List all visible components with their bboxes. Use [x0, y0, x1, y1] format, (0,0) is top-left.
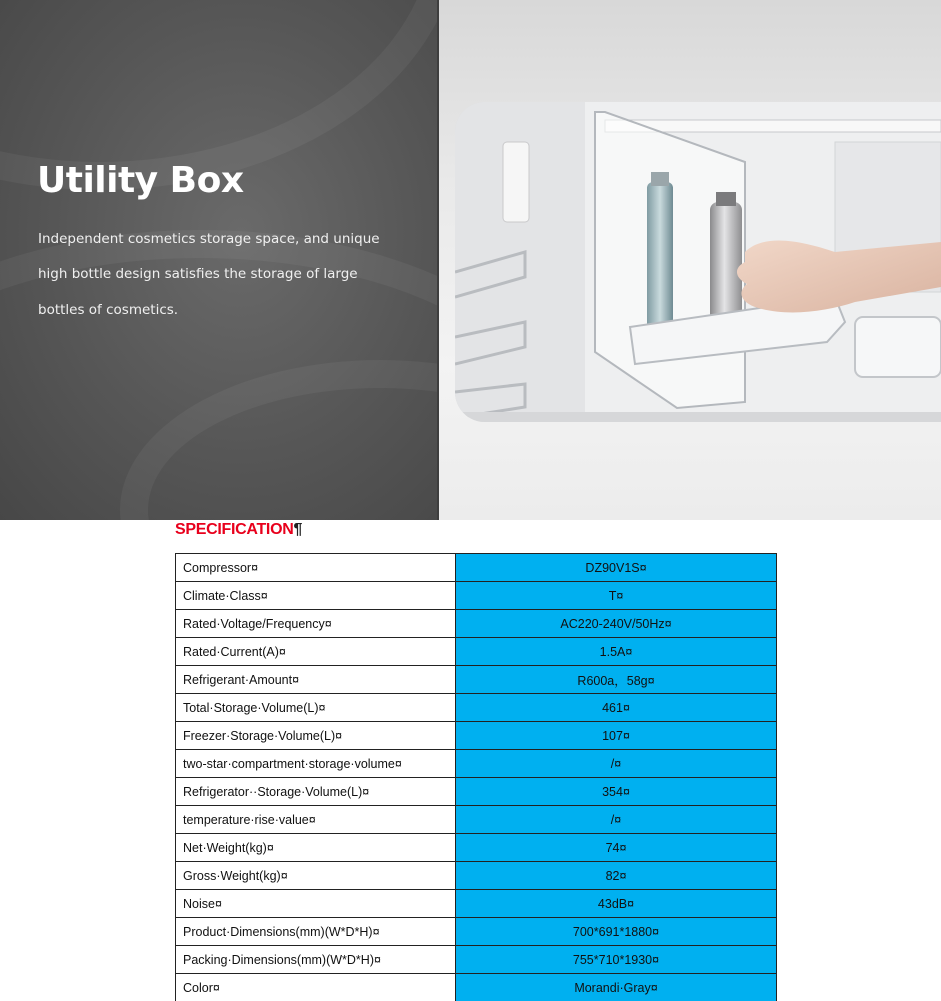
feature-title: Utility Box — [37, 160, 244, 201]
spec-label: Net·Weight(kg)¤ — [176, 834, 456, 862]
spec-label: Refrigerant·Amount¤ — [176, 666, 456, 694]
table-row — [176, 918, 777, 946]
spec-label: Rated·Voltage/Frequency¤ — [176, 610, 456, 638]
spec-value: R600a，58g¤ — [456, 666, 777, 694]
spec-value: 354¤ — [456, 778, 777, 806]
spec-value: 755*710*1930¤ — [456, 946, 777, 974]
spec-table — [175, 553, 777, 1001]
spec-value: T¤ — [456, 582, 777, 610]
table-row — [176, 806, 777, 834]
spec-value: 461¤ — [456, 694, 777, 722]
feature-description-line-1: Independent cosmetics storage space, and unique — [38, 231, 380, 247]
table-row — [176, 554, 777, 582]
spec-value: 700*691*1880¤ — [456, 918, 777, 946]
feature-description-line-2: high bottle design satisfies the storage of large — [38, 266, 358, 282]
paragraph-mark: ¶ — [293, 521, 303, 538]
spec-value: Morandi·Gray¤ — [456, 974, 777, 1001]
table-row — [176, 750, 777, 778]
table-row — [176, 638, 777, 666]
spec-value: 74¤ — [456, 834, 777, 862]
spec-label: Gross·Weight(kg)¤ — [176, 862, 456, 890]
spec-value: /¤ — [456, 750, 777, 778]
spec-value: 107¤ — [456, 722, 777, 750]
table-row — [176, 694, 777, 722]
spec-label: Product·Dimensions(mm)(W*D*H)¤ — [176, 918, 456, 946]
table-row — [176, 946, 777, 974]
table-row — [176, 722, 777, 750]
table-row — [176, 974, 777, 1001]
spec-title — [175, 521, 302, 539]
table-row — [176, 666, 777, 694]
table-row — [176, 610, 777, 638]
spec-label: Noise¤ — [176, 890, 456, 918]
spec-value: /¤ — [456, 806, 777, 834]
table-row — [176, 834, 777, 862]
table-row — [176, 862, 777, 890]
spec-title-text: SPECIFICATION — [175, 521, 294, 538]
spec-label: Climate·Class¤ — [176, 582, 456, 610]
spec-label: temperature·rise·value¤ — [176, 806, 456, 834]
spec-label: Packing·Dimensions(mm)(W*D*H)¤ — [176, 946, 456, 974]
spec-label: Color¤ — [176, 974, 456, 1001]
spec-label: Rated·Current(A)¤ — [176, 638, 456, 666]
fridge-door-photo — [455, 102, 941, 422]
feature-description-line-3: bottles of cosmetics. — [38, 302, 179, 318]
spec-label: Freezer·Storage·Volume(L)¤ — [176, 722, 456, 750]
spec-value: 82¤ — [456, 862, 777, 890]
table-row — [176, 890, 777, 918]
spec-value: 43dB¤ — [456, 890, 777, 918]
table-row — [176, 582, 777, 610]
banner-text-panel — [0, 0, 438, 520]
banner-photo-panel — [439, 0, 941, 520]
spec-value: 1.5A¤ — [456, 638, 777, 666]
spec-label: Total·Storage·Volume(L)¤ — [176, 694, 456, 722]
spec-label: Refrigerator··Storage·Volume(L)¤ — [176, 778, 456, 806]
fridge-door-illustration — [455, 102, 941, 422]
table-row — [176, 778, 777, 806]
spec-value: AC220-240V/50Hz¤ — [456, 610, 777, 638]
spec-value: DZ90V1S¤ — [456, 554, 777, 582]
spec-label: Compressor¤ — [176, 554, 456, 582]
spec-label: two-star·compartment·storage·volume¤ — [176, 750, 456, 778]
